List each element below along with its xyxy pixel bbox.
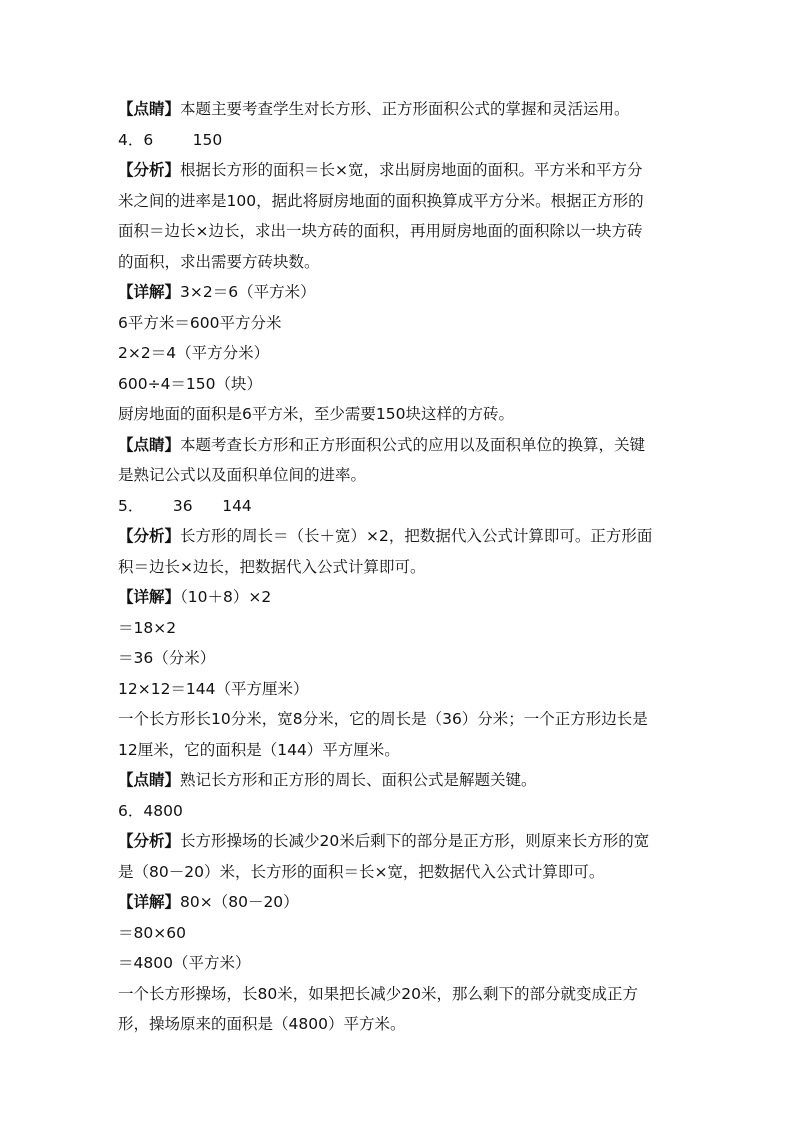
- line-text: 长方形的周长＝（长＋宽）×2，把数据代入公式计算即可。正方形面: [180, 527, 653, 545]
- text-line: [118, 613, 688, 644]
- text-line: [118, 155, 688, 186]
- line-text: 12×12＝144（平方厘米）: [118, 679, 309, 698]
- answer-line: [118, 125, 688, 156]
- line-text: 面积＝边长×边长，求出一块方砖的面积，再用厨房地面的面积除以一块方砖: [118, 222, 643, 240]
- text-line: [118, 887, 688, 918]
- line-text: 12厘米，它的面积是（144）平方厘米。: [118, 740, 400, 759]
- line-text: 一个长方形操场，长80米，如果把长减少20米，那么剩下的部分就变成正方: [118, 984, 638, 1003]
- text-line: [118, 94, 688, 125]
- line-text: 厨房地面的面积是6平方米，至少需要150块这样的方砖。: [118, 405, 514, 423]
- line-text: 米之间的进率是100，据此将厨房地面的面积换算成平方分米。根据正方形的: [118, 191, 644, 210]
- document-page: [118, 94, 688, 1040]
- line-text: 5． 36 144: [118, 496, 252, 515]
- line-text: 是熟记公式以及面积单位间的进率。: [118, 466, 367, 484]
- text-line: [118, 430, 688, 461]
- text-line: [118, 979, 688, 1010]
- line-text: ＝80×60: [118, 923, 186, 942]
- text-line: [118, 521, 688, 552]
- section-tag: 【点睛】: [118, 435, 181, 454]
- section-tag: 【分析】: [118, 527, 181, 545]
- text-line: [118, 582, 688, 613]
- text-line: [118, 186, 688, 217]
- line-text: ＝4800（平方米）: [118, 954, 251, 972]
- text-line: [118, 1009, 688, 1040]
- text-line: [118, 399, 688, 430]
- text-line: [118, 308, 688, 339]
- line-text: （10＋8）×2: [180, 588, 272, 606]
- line-text: 本题主要考查学生对长方形、正方形面积公式的掌握和灵活运用。: [180, 100, 630, 118]
- line-text: 本题考查长方形和正方形面积公式的应用以及面积单位的换算，关键: [180, 435, 646, 454]
- text-line: [118, 552, 688, 583]
- line-text: 的面积，求出需要方砖块数。: [118, 252, 320, 271]
- text-line: [118, 247, 688, 278]
- section-tag: 【点睛】: [118, 100, 181, 118]
- text-line: [118, 857, 688, 888]
- text-line: [118, 369, 688, 400]
- line-text: ＝36（分米）: [118, 649, 216, 667]
- answer-line: [118, 796, 688, 827]
- line-text: 积＝边长×边长，把数据代入公式计算即可。: [118, 557, 426, 576]
- section-tag: 【详解】: [118, 283, 181, 301]
- text-line: [118, 674, 688, 705]
- section-tag: 【分析】: [118, 161, 181, 179]
- text-line: [118, 216, 688, 247]
- text-line: [118, 948, 688, 979]
- text-line: [118, 277, 688, 308]
- text-line: [118, 918, 688, 949]
- text-line: [118, 338, 688, 369]
- section-tag: 【分析】: [118, 832, 181, 850]
- line-text: 600÷4＝150（块）: [118, 374, 263, 393]
- text-line: [118, 735, 688, 766]
- section-tag: 【详解】: [118, 893, 181, 911]
- line-text: 80×（80－20）: [180, 893, 299, 911]
- line-text: 4．6 150: [118, 130, 223, 149]
- text-line: [118, 704, 688, 735]
- line-text: 2×2＝4（平方分米）: [118, 344, 270, 362]
- text-line: [118, 460, 688, 491]
- line-text: 3×2＝6（平方米）: [180, 283, 316, 301]
- section-tag: 【点睛】: [118, 771, 181, 789]
- text-line: [118, 643, 688, 674]
- text-line: [118, 826, 688, 857]
- line-text: 6平方米＝600平方分米: [118, 313, 282, 332]
- line-text: ＝18×2: [118, 618, 177, 637]
- answer-line: [118, 491, 688, 522]
- line-text: 一个长方形长10分米，宽8分米，它的周长是（36）分米；一个正方形边长是: [118, 710, 648, 728]
- line-text: 根据长方形的面积＝长×宽，求出厨房地面的面积。平方米和平方分: [180, 161, 643, 179]
- line-text: 6．4800: [118, 801, 183, 820]
- line-text: 是（80－20）米，长方形的面积＝长×宽，把数据代入公式计算即可。: [118, 862, 605, 881]
- line-text: 长方形操场的长减少20米后剩下的部分是正方形，则原来长方形的宽: [180, 832, 650, 850]
- section-tag: 【详解】: [118, 588, 181, 606]
- line-text: 熟记长方形和正方形的周长、面积公式是解题关键。: [180, 771, 537, 789]
- text-line: [118, 765, 688, 796]
- line-text: 形，操场原来的面积是（4800）平方米。: [118, 1015, 406, 1033]
